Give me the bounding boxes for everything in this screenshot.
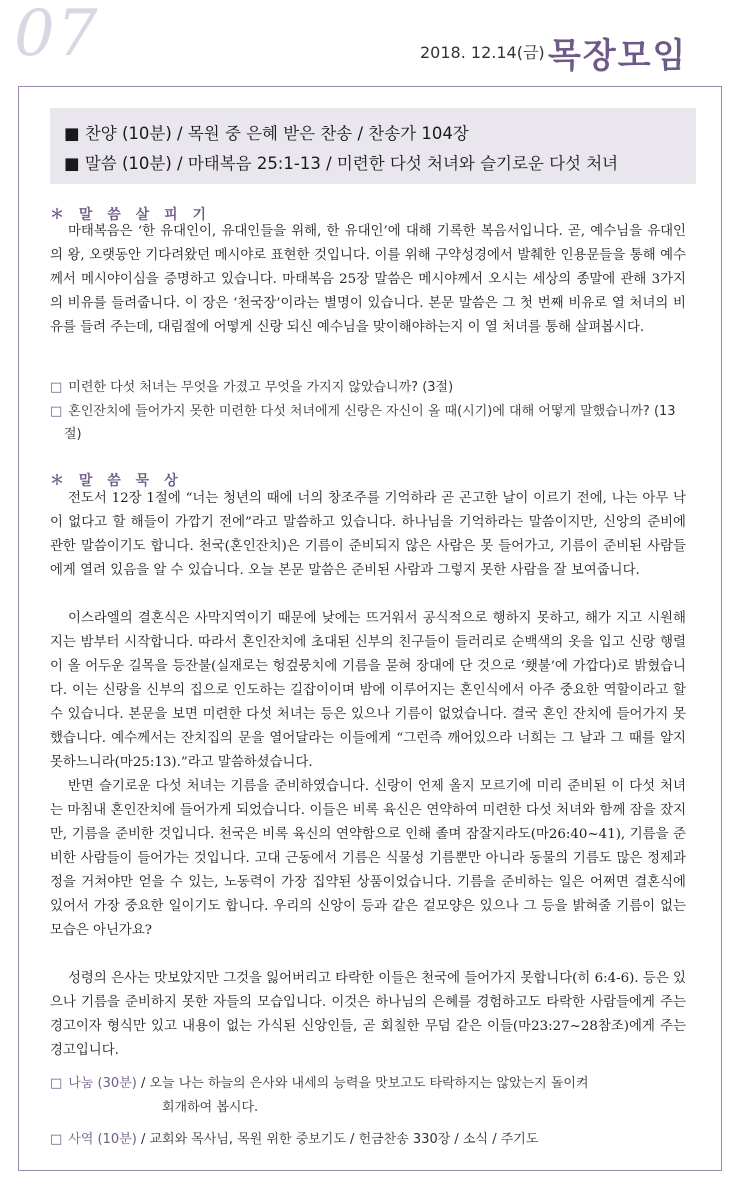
meeting-date: 2018. 12.14(금) bbox=[420, 43, 545, 62]
meditation-heading: ＊ 말 씀 묵 상 bbox=[50, 473, 183, 489]
checkbox-icon: □ bbox=[50, 1132, 63, 1147]
page-title: 목장모임 bbox=[548, 36, 688, 76]
observation-body: 마태복음은 ‘한 유대인이, 유대인들을 위해, 한 유대인’에 대해 기록한 복음서입니다. 곧, 예수님을 유대인의 왕, 오랫동안 기다려왔던 메시야로 표현한 것입니다. 이를 위해 구약성경에서 발췌한 인용문들을 통해 예수께서 메시야이심을 증명하고 있습니다. 마태복음 25장 말씀은 메시야께서 오시는 세상의 종말에 관해 3가지의 비유를 들려줍니다. 이 장은 ‘천국장’이라는 별명이 있습니다. 본문 말씀은 그 첫 번째 비유로 열 처녀의 비유를 들려 주는데, 대림절에 어떻게 신랑 되신 예수님을 맞이해야하는지 이 열 처녀를 통해 살펴봅시다. bbox=[50, 224, 686, 335]
activity-ministry bbox=[50, 1128, 690, 1152]
question-item bbox=[50, 376, 690, 399]
checkbox-icon: □ bbox=[50, 404, 63, 419]
page-number: 07 bbox=[14, 0, 100, 71]
activity-label: 나눔 (30분) bbox=[68, 1076, 137, 1091]
checkbox-icon: □ bbox=[50, 1076, 63, 1091]
observation-heading: ＊ 말 씀 살 피 기 bbox=[50, 207, 211, 223]
activity-text: / 교회와 목사님, 목원 위한 중보기도 / 헌금찬송 330장 / 소식 / 주기도 bbox=[140, 1132, 539, 1147]
meditation-paragraph: 반면 슬기로운 다섯 처녀는 기름을 준비하였습니다. 신랑이 언제 올지 모르기에 미리 준비된 이 다섯 처녀는 마침내 혼인잔치에 들어가게 되었습니다. 이들은 비록 육신은 연약하여 미련한 다섯 처녀와 함께 잠을 잤지만, 기름을 준비한 것입니다. 천국은 비록 육신의 연약함으로 인해 졸며 잠잘지라도(마26:40~41), 기름을 준비한 사람들이 들어가는 것입니다. 고대 근동에서 기름은 식물성 기름뿐만 아니라 동물의 기름도 많은 정제과정을 거쳐야만 얻을 수 있는, 노동력이 가장 집약된 상품이었습니다. 기름을 준비하는 일은 어쩌면 결혼식에 있어서 가장 중요한 일이기도 합니다. 우리의 신앙이 등과 같은 겉모양은 있으나 그 등을 밝혀줄 기름이 없는 모습은 아닌가요? bbox=[50, 779, 686, 938]
question-item bbox=[50, 400, 690, 446]
word-line: ■ 말씀 (10분) / 마태복음 25:1-13 / 미련한 다섯 처녀와 슬기로운 다섯 처녀 bbox=[64, 154, 619, 173]
question-text: 혼인잔치에 들어가지 못한 미련한 다섯 처녀에게 신랑은 자신이 올 때(시기)에 대해 어떻게 말했습니까? (13절) bbox=[64, 404, 676, 442]
activity-sharing bbox=[50, 1072, 690, 1120]
activity-label: 사역 (10분) bbox=[68, 1132, 137, 1147]
checkbox-icon: □ bbox=[50, 380, 63, 395]
praise-line: ■ 찬양 (10분) / 목원 중 은혜 받은 찬송 / 찬송가 104장 bbox=[64, 124, 469, 143]
meditation-paragraph: 성령의 은사는 맛보았지만 그것을 잃어버리고 타락한 이들은 천국에 들어가지 못합니다(히 6:4-6). 등은 있으나 기름을 준비하지 못한 자들의 모습입니다. 이것은 하나님의 은혜를 경험하고도 타락한 사람들에게 주는 경고이자 형식만 있고 내용이 없는 가식된 신앙인들, 곧 회칠한 무덤 같은 이들(마23:27~28참조)에게 주는 경고입니다. bbox=[50, 971, 686, 1058]
activity-text-continued: 회개하여 봅시다. bbox=[162, 1100, 259, 1115]
summary-box bbox=[50, 108, 696, 184]
meditation-paragraph: 이스라엘의 결혼식은 사막지역이기 때문에 낮에는 뜨거워서 공식적으로 행하지 못하고, 해가 지고 시원해지는 밤부터 시작합니다. 따라서 혼인잔치에 초대된 신부의 친구들이 들러리로 순백색의 옷을 입고 신랑 행렬이 올 어두운 길목을 등잔불(실재로는 헝겊뭉치에 기름을 묻혀 장대에 단 것으로 ‘횃불’에 가깝다)로 밝혔습니다. 이는 신랑을 신부의 집으로 인도하는 길잡이이며 밤에 이루어지는 혼인식에서 아주 중요한 역할이라고 할 수 있습니다. 본문을 보면 미련한 다섯 처녀는 등은 있으나 기름이 없었습니다. 결국 혼인 잔치에 들어가지 못했습니다. 예수께서는 잔치집의 문을 열어달라는 이들에게 “그런즉 깨어있으라 너희는 그 날과 그 때를 알지 못하느니라(마25:13).”라고 말씀하셨습니다. bbox=[50, 611, 686, 770]
question-text: 미련한 다섯 처녀는 무엇을 가졌고 무엇을 가지지 않았습니까? (3절) bbox=[68, 380, 454, 395]
activity-text: / 오늘 나는 하늘의 은사와 내세의 능력을 맛보고도 타락하지는 않았는지 돌이켜 bbox=[140, 1076, 589, 1091]
meditation-paragraph: 전도서 12장 1절에 “너는 청년의 때에 너의 창조주를 기억하라 곧 곤고한 날이 이르기 전에, 나는 아무 낙이 없다고 할 해들이 가깝기 전에”라고 말씀하고 있습니다. 하나님을 기억하라는 말씀이지만, 신앙의 준비에 관한 말씀이기도 합니다. 천국(혼인잔치)은 기름이 준비되지 않은 사람은 못 들어가고, 기름이 준비된 사람들에게 열려 있음을 알 수 있습니다. 오늘 본문 말씀은 준비된 사람과 그렇지 못한 사람을 잘 보여줍니다. bbox=[50, 491, 686, 578]
